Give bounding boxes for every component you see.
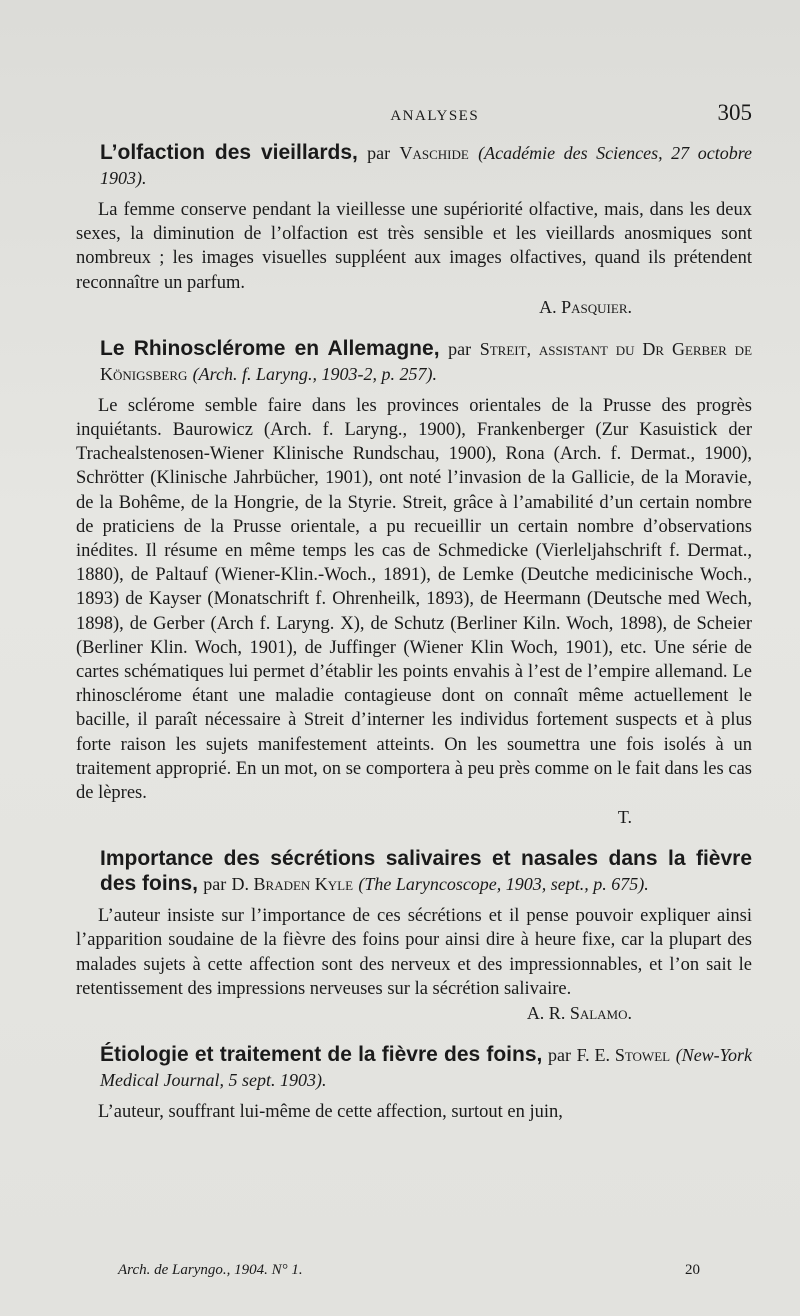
article-title: Le Rhinosclérome en Allemagne,	[100, 336, 440, 360]
article-signature: A. Pasquier.	[539, 296, 632, 317]
article-by: par	[547, 1045, 571, 1066]
article-body: L’auteur, souffrant lui-même de cette affection, surtout en juin,	[98, 1102, 563, 1123]
article-by: par	[203, 874, 227, 895]
article-heading	[76, 336, 752, 386]
article-source: (New-York Medical Journal, 5 sept. 1903).	[100, 1045, 753, 1091]
article-1	[76, 140, 752, 318]
article-by: par	[367, 143, 391, 163]
article-author: Vaschide	[399, 143, 469, 163]
article-signature: A. R. Salamo.	[526, 1003, 632, 1024]
article-author: Streit, assistant du Dr Gerber de Königsberg	[100, 338, 753, 384]
article-author: F. E. Stowel	[576, 1045, 671, 1066]
page-footer	[118, 1262, 700, 1279]
article-body: Le sclérome semble faire dans les provinces orientales de la Prusse des progrès inquiétants. Baurowicz (Arch. f. Laryng., 1900), Frankenberger (Zur Kasuistick der Trachealstenosen-Wiener Klinische Rundschau, 1900), Rona (Arch. f. Dermat., 1900), Schrötter (Klinische Jahrbücher, 1901), ont noté l’invasion de la Gallicie, de la Moravie, de la Bohême, de la Hongrie, de la Styrie. Streit, grâce à l’amabilité d’un certain nombre de praticiens de la Prusse orientale, a pu recueillir un certain nombre d’observations inédites. Il résume en même temps les cas de Schmedicke (Vierleljahschrift f. Dermat., 1880), de Paltauf (Wiener-Klin.-Woch., 1891), de Lemke (Deutche medicinische Woch., 1893) de Kayser (Monatschrift f. Ohrenheilk, 1893), de Heermann (Deutsche med Wech, 1898), de Gerber (Arch f. Laryng. X), de Schutz (Berliner Kiln. Woch, 1898), de Scheier (Berliner Klin. Woch, 1901), de Juffinger (Wiener Klin Woch, 1901), etc. Une série de cartes schématiques lui permet d’établir les points envahis à l’est de l’empire allemand. Le rhinosclérome étant une maladie contagieuse dont on connaît même actuellement le bacille, il paraît nécessaire à Streit d’interner les individus fortement suspects et à plus forte raison les sujets manifestement atteints. On les soumettra une fois isolés à un traitement approprié. En un mot, on se comportera à peu près comme on le fait dans les cas de lèpres.	[76, 395, 752, 804]
article-signature: T.	[617, 807, 632, 828]
article-by: par	[448, 338, 472, 359]
article-source: (Académie des Sciences, 27 octobre 1903).	[100, 143, 753, 188]
article-source: (Arch. f. Laryng., 1903-2, p. 257).	[192, 363, 437, 384]
article-title: L’olfaction des vieillards,	[100, 141, 358, 164]
article-2	[76, 336, 752, 828]
article-3	[76, 846, 752, 1024]
article-heading	[76, 140, 752, 190]
running-head	[76, 100, 752, 126]
page-number: 305	[717, 100, 752, 125]
article-body: L’auteur insiste sur l’importance de ces sécrétions et il pense pouvoir expliquer ainsi l’apparition soudaine de la fièvre des foins pour ainsi dire à heure fixe, car la plupart des malades sujets à cette affection sont des nerveux et des impressionnables, et l’on sait le retentissement des impressions nerveuses sur la sécrétion salivaire.	[76, 906, 752, 999]
running-head-title: ANALYSES	[390, 108, 480, 124]
article-body: La femme conserve pendant la vieillesse une supériorité olfactive, mais, dans les deux sexes, la diminution de l’olfaction est très sensible et les vieillards anosmiques sont nombreux ; les images visuelles suppléent aux images olfactives, quand ils prétendent reconnaître un parfum.	[76, 200, 752, 293]
footer-signature-mark: 20	[685, 1262, 700, 1278]
article-heading	[76, 1042, 752, 1092]
article-4	[76, 1042, 752, 1124]
article-heading	[76, 846, 752, 896]
article-source: (The Laryncoscope, 1903, sept., p. 675).	[358, 874, 649, 895]
article-title: Importance des sécrétions salivaires et nasales dans la fièvre des foins,	[100, 847, 752, 896]
article-title: Étiologie et traitement de la fièvre des foins,	[100, 1043, 543, 1067]
footer-journal: Arch. de Laryngo., 1904. N° 1.	[118, 1262, 303, 1278]
article-author: D. Braden Kyle	[231, 874, 354, 895]
